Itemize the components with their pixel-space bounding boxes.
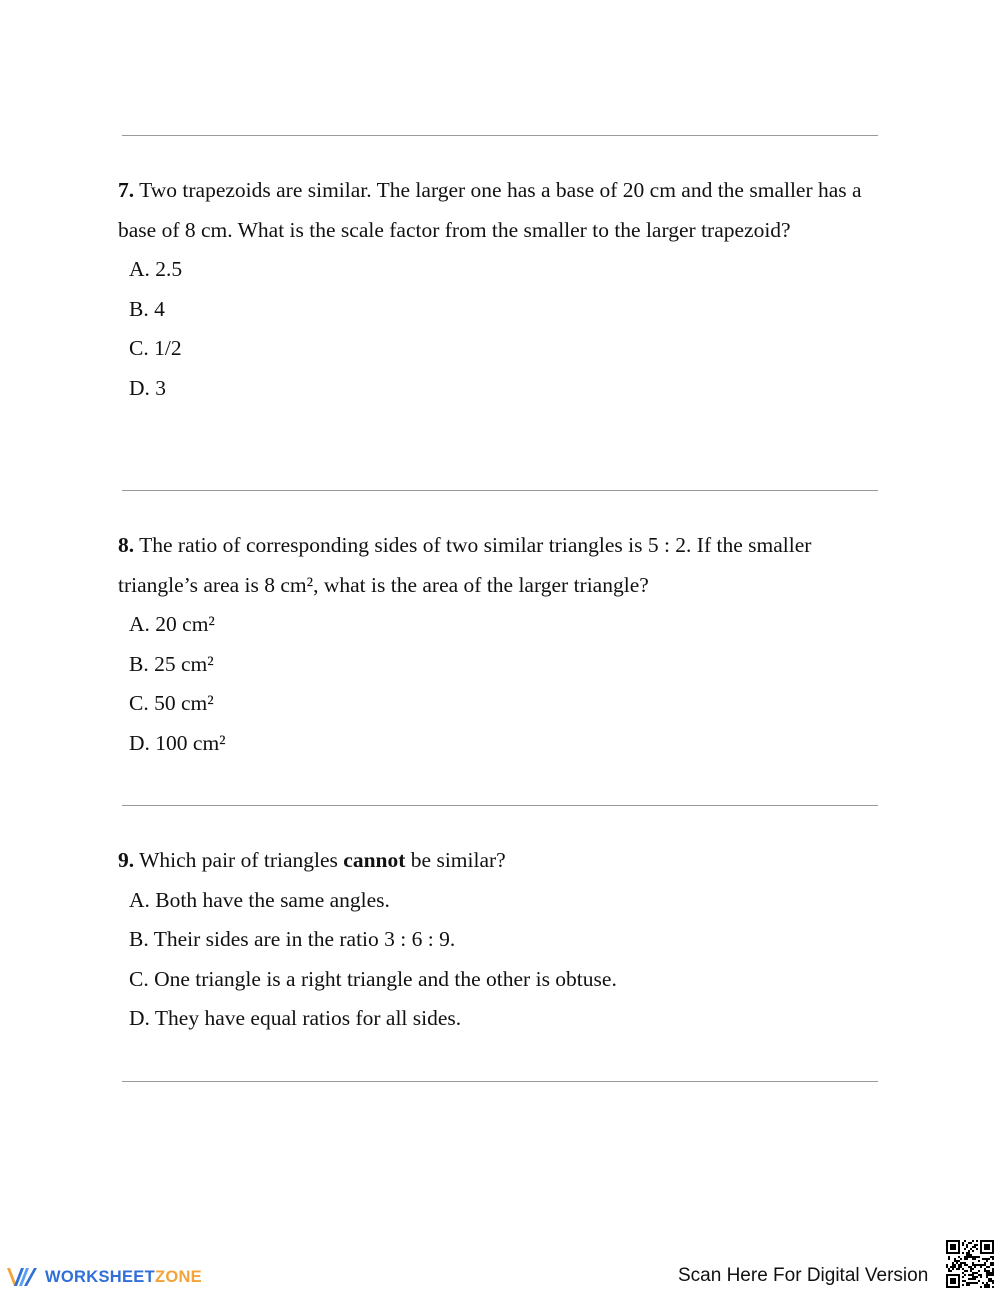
- answer-options: [118, 250, 878, 408]
- question-body: Two trapezoids are similar. The larger one has a base of 20 cm and the smaller has a base of 8 cm. What is the scale factor from the smaller to the larger trapezoid?: [118, 178, 862, 242]
- answer-options: [118, 881, 878, 1039]
- question-number: 7.: [118, 178, 135, 202]
- question-text: [118, 171, 878, 250]
- option-d[interactable]: D. They have equal ratios for all sides.: [129, 1006, 462, 1030]
- qr-code-icon[interactable]: [946, 1240, 994, 1288]
- option-c[interactable]: C. 1/2: [129, 336, 182, 360]
- question-body-end: be similar?: [405, 848, 506, 872]
- question-text: [118, 526, 878, 605]
- scan-label: Scan Here For Digital Version: [678, 1265, 929, 1286]
- option-b[interactable]: B. 25 cm²: [129, 651, 214, 676]
- question-8: [118, 526, 878, 763]
- option-a[interactable]: A. 20 cm²: [129, 612, 215, 636]
- option-c[interactable]: C. 50 cm²: [129, 691, 214, 715]
- option-d[interactable]: D. 100 cm²: [129, 730, 226, 755]
- question-number: 9.: [118, 848, 135, 872]
- answer-options: [118, 605, 878, 763]
- logo-wordmark: [45, 1268, 202, 1287]
- option-d[interactable]: D. 3: [129, 375, 167, 400]
- logo-word-worksheet: WORKSHEET: [45, 1267, 155, 1286]
- option-a[interactable]: A. Both have the same angles.: [129, 887, 390, 912]
- divider-1: [122, 490, 878, 491]
- option-b[interactable]: B. 4: [129, 296, 165, 321]
- question-body: The ratio of corresponding sides of two similar triangles is 5 : 2. If the smaller triangle’s area is 8 cm², what is the area of the larger triangle?: [118, 533, 812, 597]
- question-9: [118, 841, 878, 1039]
- worksheetzone-logo[interactable]: [6, 1262, 202, 1292]
- divider-bottom: [122, 1081, 878, 1082]
- emphasis-word: cannot: [343, 848, 406, 872]
- question-7: [118, 171, 878, 408]
- question-number: 8.: [118, 533, 135, 557]
- question-text: [118, 841, 878, 881]
- option-c[interactable]: C. One triangle is a right triangle and the other is obtuse.: [129, 966, 617, 991]
- logo-mark-icon: [6, 1265, 40, 1289]
- question-body: Which pair of triangles: [134, 848, 344, 872]
- option-a[interactable]: A. 2.5: [129, 257, 183, 281]
- logo-word-zone: ZONE: [154, 1267, 202, 1286]
- option-b[interactable]: B. Their sides are in the ratio 3 : 6 : 9.: [129, 927, 456, 951]
- divider-2: [122, 805, 878, 806]
- divider-top: [122, 135, 878, 136]
